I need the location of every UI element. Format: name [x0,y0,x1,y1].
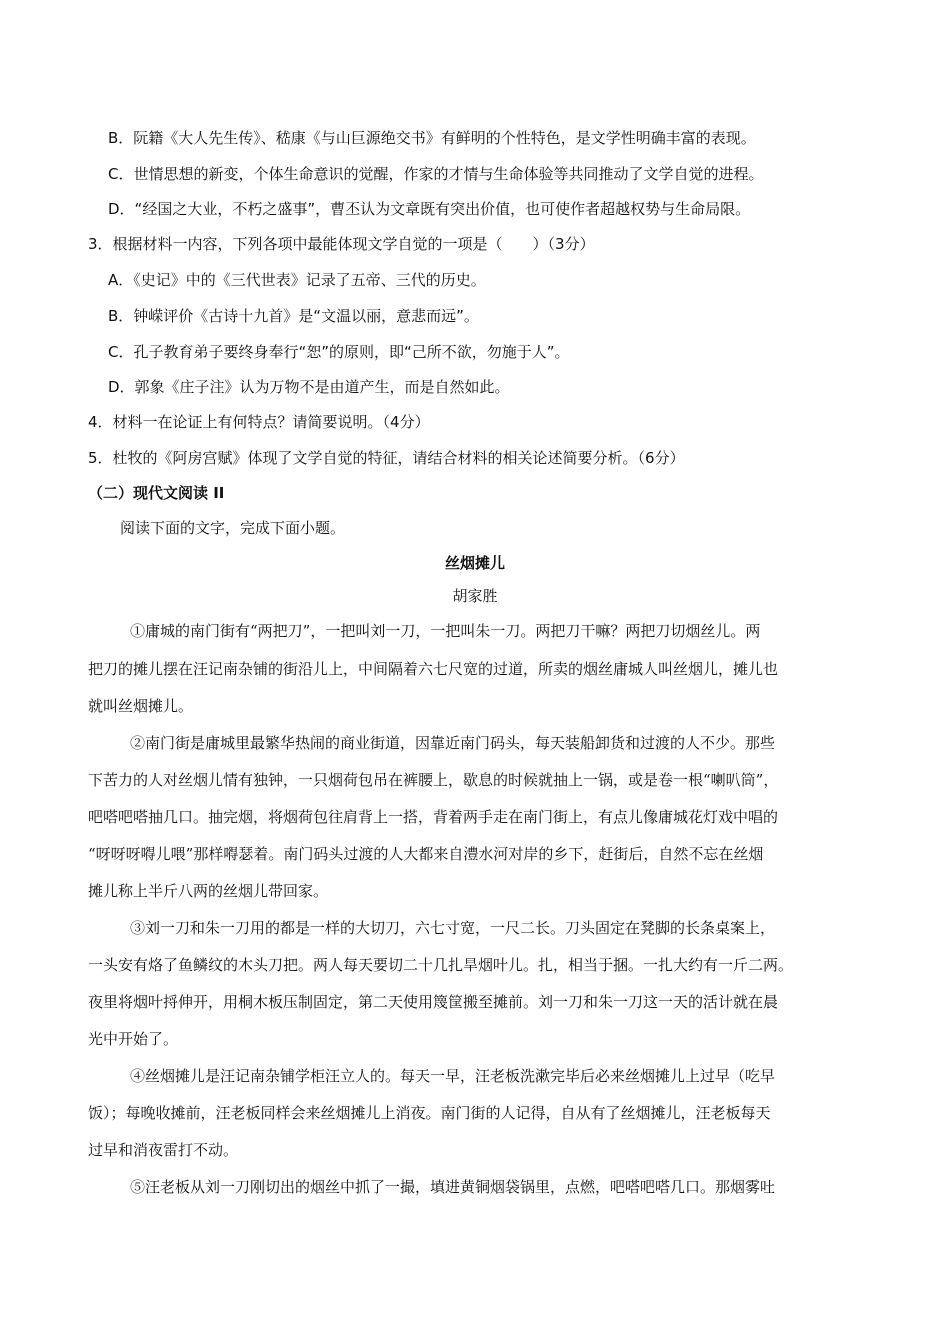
q3-option-d: D．郭象《庄子注》认为万物不是由道产生，而是自然如此。 [108,378,510,396]
story-line: 饭）；每晚收摊前，汪老板同样会来丝烟摊儿上消夜。南门街的人记得，自从有了丝烟摊儿，汪老板每天 [88,1104,771,1122]
story-line: ③刘一刀和朱一刀用的都是一样的大切刀，六七寸宽，一尺二长。刀头固定在凳脚的长条桌案上， [130,919,776,937]
story-line: 过早和消夜雷打不动。 [88,1141,239,1159]
story-line: ⑤汪老板从刘一刀刚切出的烟丝中抓了一撮，填进黄铜烟袋锅里，点燃，吧嗒吧嗒几口。那烟雾吐 [130,1178,776,1196]
story-line: 夜里将烟叶捋伸开，用桐木板压制固定，第二天使用篾筐搬至摊前。刘一刀和朱一刀这一天的活计就在晨 [88,993,779,1011]
q2-option-c: C．世情思想的新变，个体生命意识的觉醒，作家的才情与生命体验等共同推动了文学自觉的进程。 [108,165,764,183]
story-author: 胡家胜 [452,587,498,605]
story-line: 摊儿称上半斤八两的丝烟儿带回家。 [88,882,329,900]
q3-option-b: B．钟嵘评价《古诗十九首》是“文温以丽，意悲而远”。 [108,307,479,325]
instruction: 阅读下面的文字，完成下面小题。 [120,519,346,537]
q2-option-b: B．阮籍《大人先生传》、嵇康《与山巨源绝交书》有鲜明的个性特色，是文学性明确丰富的表现。 [108,129,756,147]
q3-option-a: A．《史记》中的《三代世表》记录了五帝、三代的历史。 [108,271,486,289]
story-line: 把刀的摊儿摆在汪记南杂铺的街沿儿上，中间隔着六七尺宽的过道，所卖的烟丝庸城人叫丝烟儿，摊儿也 [88,660,779,678]
story-line: “呀呀呀嘚儿喂”那样嘚瑟着。南门码头过渡的人大都来自澧水河对岸的乡下，赶街后，自然不忘在丝烟 [88,845,764,863]
story-line: 一头安有烙了鱼鳞纹的木头刀把。两人每天要切二十几扎旱烟叶儿。扎，相当于捆。一扎大约有一斤二两。 [88,956,794,974]
story-line: 吧嗒吧嗒抽几口。抽完烟，将烟荷包往肩背上一搭，背着两手走在南门街上，有点儿像庸城花灯戏中唱的 [88,808,779,826]
story-title: 丝烟摊儿 [444,554,505,572]
story-line: 下苦力的人对丝烟儿情有独钟，一只烟荷包吊在裤腰上，歇息的时候就抽上一锅，或是卷一根“喇叭筒”， [88,771,779,789]
story-line: ①庸城的南门街有“两把刀”，一把叫刘一刀，一把叫朱一刀。两把刀干嘛？两把刀切烟丝儿。两 [130,622,761,640]
story-line: 光中开始了。 [88,1030,179,1048]
section-title: （二）现代文阅读 II [88,484,225,502]
q2-option-d: D．“经国之大业，不朽之盛事”，曹丕认为文章既有突出价值，也可使作者超越权势与生命局限。 [108,200,751,218]
q3-option-c: C．孔子教育弟子要终身奉行“恕”的原则，即“己所不欲，勿施于人”。 [108,343,570,361]
story-line: ④丝烟摊儿是汪记南杂铺学柜汪立人的。每天一早，汪老板洗漱完毕后必来丝烟摊儿上过早（吃早 [130,1067,776,1085]
story-line: ②南门街是庸城里最繁华热闹的商业街道，因靠近南门码头，每天装船卸货和过渡的人不少。那些 [130,734,776,752]
q3-stem: 3．根据材料一内容，下列各项中最能体现文学自觉的一项是（ ）（3分） [88,235,595,253]
story-line: 就叫丝烟摊儿。 [88,697,194,715]
q5-stem: 5．杜牧的《阿房宫赋》体现了文学自觉的特征，请结合材料的相关论述简要分析。（6分） [88,449,685,467]
q4-stem: 4．材料一在论证上有何特点？请简要说明。（4分） [88,413,430,431]
